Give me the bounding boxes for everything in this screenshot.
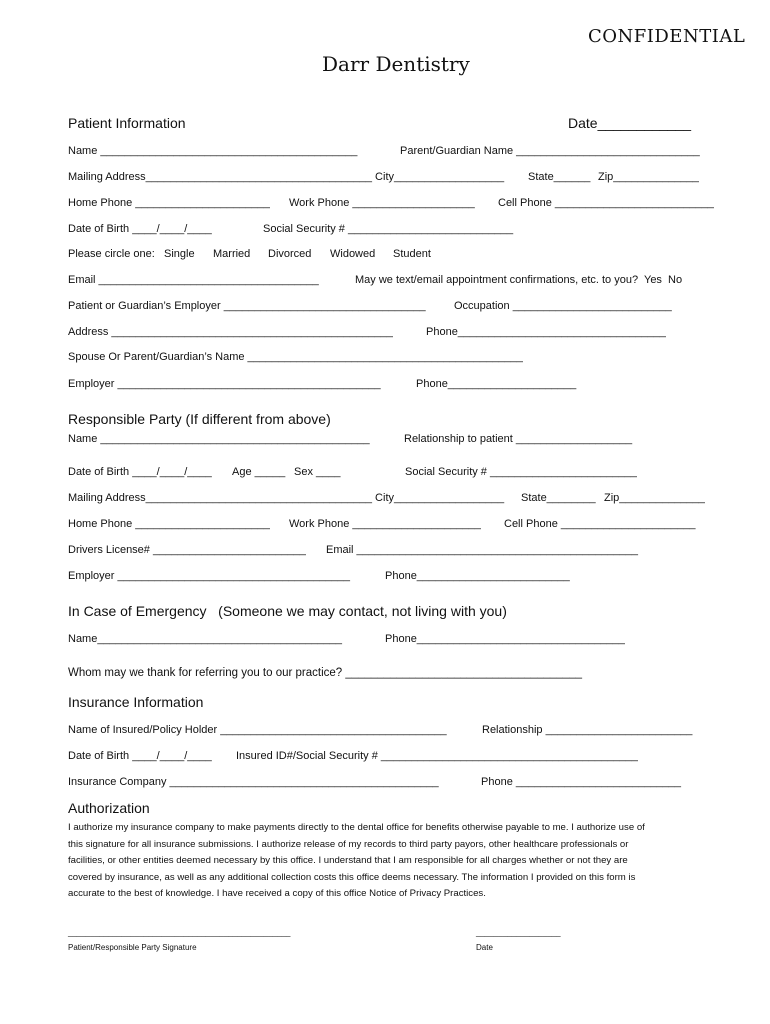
responsible-party-heading: Responsible Party (If different from above) bbox=[68, 411, 331, 427]
marital-option-widowed[interactable]: Widowed bbox=[330, 248, 376, 260]
rp-ssn-field[interactable]: Social Security # ________________________ bbox=[405, 466, 637, 478]
date-field[interactable]: Date____________ bbox=[568, 115, 692, 131]
patient-info-heading: Patient Information bbox=[68, 115, 186, 131]
patient-name-field[interactable]: Name __________________________________________ bbox=[68, 145, 358, 157]
authorization-line: covered by insurance, as well as any additional collection costs this office deems necessary. The information I provided on this form is bbox=[68, 871, 636, 883]
practice-name: Darr Dentistry bbox=[322, 52, 470, 76]
email-field[interactable]: Email ____________________________________ bbox=[68, 274, 319, 286]
rp-cell-phone-field[interactable]: Cell Phone ______________________ bbox=[504, 518, 696, 530]
marital-option-married[interactable]: Married bbox=[213, 248, 251, 260]
marital-option-divorced[interactable]: Divorced bbox=[268, 248, 312, 260]
rp-drivers-license-field[interactable]: Drivers License# _________________________ bbox=[68, 544, 306, 556]
rp-employer-field[interactable]: Employer ______________________________________ bbox=[68, 570, 350, 582]
policy-holder-field[interactable]: Name of Insured/Policy Holder _____________________________________ bbox=[68, 724, 447, 736]
signature-line[interactable]: __________________________________________________ bbox=[68, 928, 291, 937]
rp-dob-field[interactable]: Date of Birth ____/____/____ bbox=[68, 466, 212, 478]
home-phone-field[interactable]: Home Phone ______________________ bbox=[68, 197, 270, 209]
emergency-phone-field[interactable]: Phone__________________________________ bbox=[385, 633, 625, 645]
signature-date-label: Date bbox=[476, 943, 493, 952]
marital-option-single[interactable]: Single bbox=[164, 248, 195, 260]
parent-guardian-name-field[interactable]: Parent/Guardian Name ______________________________ bbox=[400, 145, 700, 157]
rp-home-phone-field[interactable]: Home Phone ______________________ bbox=[68, 518, 270, 530]
insurance-phone-field[interactable]: Phone ___________________________ bbox=[481, 776, 682, 788]
state-field[interactable]: State______ bbox=[528, 171, 591, 183]
occupation-field[interactable]: Occupation __________________________ bbox=[454, 300, 672, 312]
text-consent-question[interactable]: May we text/email appointment confirmations, etc. to you? Yes No bbox=[355, 274, 683, 286]
work-phone-field[interactable]: Work Phone ____________________ bbox=[289, 197, 475, 209]
signature-date-line[interactable]: ___________________ bbox=[476, 928, 561, 937]
address-phone-field[interactable]: Phone__________________________________ bbox=[426, 326, 666, 338]
insurance-relationship-field[interactable]: Relationship ________________________ bbox=[482, 724, 693, 736]
insured-dob-field[interactable]: Date of Birth ____/____/____ bbox=[68, 750, 212, 762]
insurance-company-field[interactable]: Insurance Company ____________________________________________ bbox=[68, 776, 439, 788]
authorization-line: I authorize my insurance company to make payments directly to the dental office for benefits otherwise payable to me. I authorize use of bbox=[68, 822, 645, 833]
emergency-heading: In Case of Emergency (Someone we may contact, not living with you) bbox=[68, 603, 507, 619]
spouse-employer-field[interactable]: Employer ___________________________________________ bbox=[68, 378, 381, 390]
rp-zip-field[interactable]: Zip______________ bbox=[604, 492, 705, 504]
authorization-heading: Authorization bbox=[68, 800, 150, 816]
spouse-phone-field[interactable]: Phone_____________________ bbox=[416, 378, 577, 390]
authorization-line: this signature for all insurance submissions. I authorize release of my records to third party payors, other healthcare professionals or bbox=[68, 838, 629, 850]
emergency-name-field[interactable]: Name________________________________________ bbox=[68, 633, 343, 645]
rp-work-phone-field[interactable]: Work Phone _____________________ bbox=[289, 518, 481, 530]
rp-phone-field[interactable]: Phone_________________________ bbox=[385, 570, 570, 582]
rp-name-field[interactable]: Name ____________________________________________ bbox=[68, 433, 370, 445]
authorization-text bbox=[68, 820, 728, 903]
cell-phone-field[interactable]: Cell Phone __________________________ bbox=[498, 197, 714, 209]
signature-label: Patient/Responsible Party Signature bbox=[68, 943, 197, 952]
marital-option-student[interactable]: Student bbox=[393, 248, 431, 260]
marital-prompt: Please circle one: bbox=[68, 248, 155, 260]
patient-employer-field[interactable]: Patient or Guardian’s Employer _________________________________ bbox=[68, 300, 426, 312]
insurance-heading: Insurance Information bbox=[68, 694, 204, 710]
dob-field[interactable]: Date of Birth ____/____/____ bbox=[68, 223, 212, 235]
zip-field[interactable]: Zip______________ bbox=[598, 171, 699, 183]
insured-id-field[interactable]: Insured ID#/Social Security # __________________________________________ bbox=[236, 750, 638, 762]
rp-age-field[interactable]: Age _____ bbox=[232, 466, 286, 478]
spouse-name-field[interactable]: Spouse Or Parent/Guardian’s Name _____________________________________________ bbox=[68, 351, 523, 363]
authorization-line: accurate to the best of knowledge. I have received a copy of this office Notice of Privacy Practices. bbox=[68, 888, 486, 899]
confidential-label: CONFIDENTIAL bbox=[588, 26, 746, 47]
mailing-address-field[interactable]: Mailing Address_____________________________________ City__________________ bbox=[68, 171, 505, 183]
rp-email-field[interactable]: Email ______________________________________________ bbox=[326, 544, 638, 556]
address-field[interactable]: Address ______________________________________________ bbox=[68, 326, 393, 338]
rp-sex-field[interactable]: Sex ____ bbox=[294, 466, 341, 478]
rp-mailing-address-field[interactable]: Mailing Address_____________________________________ City__________________ bbox=[68, 492, 505, 504]
authorization-line: facilities, or other entities deemed necessary by this office. I understand that I am responsible for all charges whether or not they are bbox=[68, 855, 628, 866]
rp-state-field[interactable]: State________ bbox=[521, 492, 596, 504]
referral-question[interactable]: Whom may we thank for referring you to our practice? _____________________________________ bbox=[68, 667, 583, 679]
rp-relationship-field[interactable]: Relationship to patient ___________________ bbox=[404, 433, 633, 445]
ssn-field[interactable]: Social Security # ___________________________ bbox=[263, 223, 514, 235]
